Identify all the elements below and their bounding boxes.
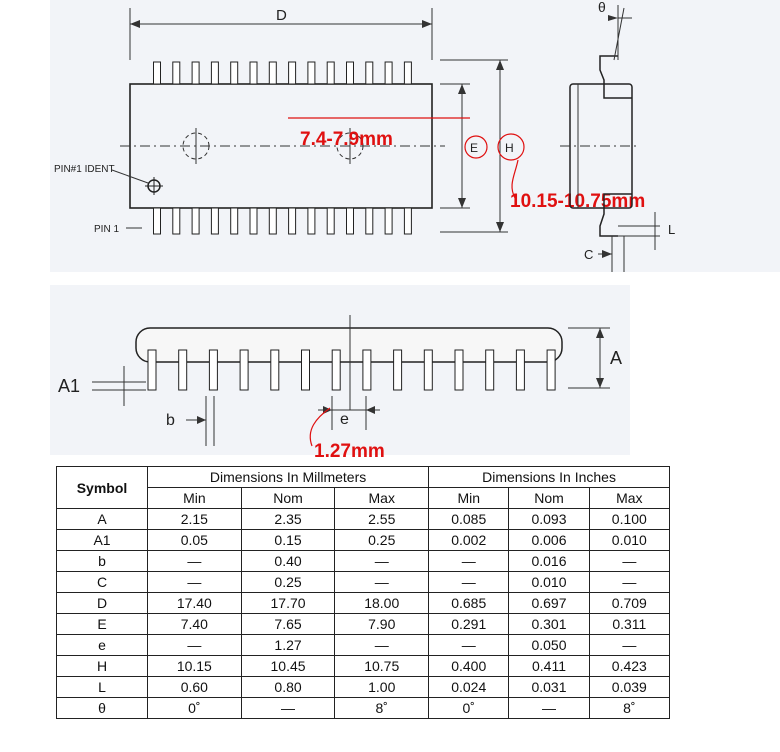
value-cell: 0˚	[429, 698, 509, 719]
value-cell: —	[429, 635, 509, 656]
bottom-row-pin	[385, 208, 392, 234]
value-cell: —	[148, 635, 242, 656]
symbol-cell: b	[57, 551, 148, 572]
top-row-pin	[250, 62, 257, 84]
value-cell: 0.423	[589, 656, 669, 677]
value-cell: 0.80	[241, 677, 335, 698]
value-cell: 0.400	[429, 656, 509, 677]
value-cell: 0.40	[241, 551, 335, 572]
value-cell: 10.75	[335, 656, 429, 677]
table-row	[57, 530, 670, 551]
side-pin	[179, 350, 187, 390]
value-cell: —	[335, 551, 429, 572]
bottom-row-pin	[308, 208, 315, 234]
subheader-cell: Nom	[241, 488, 335, 509]
value-cell: 0.093	[509, 509, 589, 530]
value-cell: —	[148, 551, 242, 572]
value-cell: 0.085	[429, 509, 509, 530]
value-cell: 0.050	[509, 635, 589, 656]
table-row	[57, 593, 670, 614]
bottom-row-pin	[327, 208, 334, 234]
value-cell: —	[589, 551, 669, 572]
subheader-cell: Max	[335, 488, 429, 509]
bottom-row-pin	[231, 208, 238, 234]
top-row-pin	[211, 62, 218, 84]
bottom-row-pin	[347, 208, 354, 234]
symbol-cell: C	[57, 572, 148, 593]
label-E: E	[470, 141, 479, 155]
table-row	[57, 698, 670, 719]
value-cell: 0.024	[429, 677, 509, 698]
value-cell: —	[429, 551, 509, 572]
side-pin	[332, 350, 340, 390]
label-A1: A1	[58, 376, 81, 396]
label-L: L	[668, 222, 676, 237]
value-cell: 0.60	[148, 677, 242, 698]
table-row	[57, 572, 670, 593]
value-cell: 0.05	[148, 530, 242, 551]
value-cell: 0.709	[589, 593, 669, 614]
value-cell: 0.311	[589, 614, 669, 635]
table-row	[57, 614, 670, 635]
value-cell: 0.010	[509, 572, 589, 593]
value-cell: 2.55	[335, 509, 429, 530]
symbol-cell: θ	[57, 698, 148, 719]
label-D: D	[276, 7, 287, 24]
annot-e: 1.27mm	[314, 441, 385, 462]
side-pin	[209, 350, 217, 390]
value-cell: 0.039	[589, 677, 669, 698]
value-cell: —	[589, 635, 669, 656]
header-mm: Dimensions In Millmeters	[148, 467, 429, 488]
value-cell: 18.00	[335, 593, 429, 614]
symbol-cell: e	[57, 635, 148, 656]
label-pin1: PIN 1	[94, 224, 120, 235]
top-row-pin	[192, 62, 199, 84]
value-cell: 0.031	[509, 677, 589, 698]
side-pin	[271, 350, 279, 390]
value-cell: 10.15	[148, 656, 242, 677]
subheader-cell: Max	[589, 488, 669, 509]
value-cell: 10.45	[241, 656, 335, 677]
bottom-row-pin	[173, 208, 180, 234]
top-row-pin	[269, 62, 276, 84]
value-cell: 0.291	[429, 614, 509, 635]
bottom-row-pin	[289, 208, 296, 234]
side-pin	[547, 350, 555, 390]
side-pin	[302, 350, 310, 390]
value-cell: —	[429, 572, 509, 593]
side-pin	[516, 350, 524, 390]
table-row	[57, 677, 670, 698]
top-row-pin	[173, 62, 180, 84]
value-cell: 0.697	[509, 593, 589, 614]
value-cell: 7.40	[148, 614, 242, 635]
top-row-pin	[154, 62, 161, 84]
value-cell: 0.100	[589, 509, 669, 530]
table-row	[57, 635, 670, 656]
value-cell: 0.25	[335, 530, 429, 551]
bottom-row-pin	[269, 208, 276, 234]
top-row-pin	[231, 62, 238, 84]
label-pin1-ident: PIN#1 IDENT	[54, 164, 115, 175]
top-row-pin	[347, 62, 354, 84]
top-row-pin	[327, 62, 334, 84]
top-row-pin	[366, 62, 373, 84]
symbol-cell: L	[57, 677, 148, 698]
value-cell: 0.685	[429, 593, 509, 614]
annot-H-range: 10.15-10.75mm	[510, 191, 646, 212]
subheader-cell: Min	[148, 488, 242, 509]
package-body-side	[136, 328, 562, 362]
value-cell: 8˚	[589, 698, 669, 719]
value-cell: —	[335, 572, 429, 593]
subheader-cell: Nom	[509, 488, 589, 509]
symbol-cell: A1	[57, 530, 148, 551]
value-cell: 17.70	[241, 593, 335, 614]
side-pin	[363, 350, 371, 390]
value-cell: 0.016	[509, 551, 589, 572]
bottom-row-pin	[250, 208, 257, 234]
dimensions-table	[56, 466, 670, 719]
top-row-pin	[385, 62, 392, 84]
symbol-cell: H	[57, 656, 148, 677]
value-cell: 1.00	[335, 677, 429, 698]
value-cell: 0˚	[148, 698, 242, 719]
value-cell: 17.40	[148, 593, 242, 614]
top-row-pin	[289, 62, 296, 84]
value-cell: —	[335, 635, 429, 656]
value-cell: —	[589, 572, 669, 593]
symbol-cell: A	[57, 509, 148, 530]
label-b: b	[166, 412, 175, 429]
bottom-row-pin	[154, 208, 161, 234]
table-row	[57, 551, 670, 572]
side-pin	[424, 350, 432, 390]
value-cell: 0.006	[509, 530, 589, 551]
label-H: H	[505, 141, 514, 155]
bottom-row-pin	[211, 208, 218, 234]
table-row	[57, 509, 670, 530]
subheader-cell: Min	[429, 488, 509, 509]
value-cell: 0.010	[589, 530, 669, 551]
bottom-row-pin	[366, 208, 373, 234]
label-A: A	[610, 348, 623, 368]
top-row-pin	[308, 62, 315, 84]
side-pin	[394, 350, 402, 390]
top-row-pin	[404, 62, 411, 84]
value-cell: 2.35	[241, 509, 335, 530]
annot-E-range: 7.4-7.9mm	[300, 129, 393, 150]
bottom-row-pin	[404, 208, 411, 234]
value-cell: —	[509, 698, 589, 719]
table-row	[57, 656, 670, 677]
value-cell: —	[241, 698, 335, 719]
side-pin	[455, 350, 463, 390]
label-e: e	[340, 411, 349, 428]
value-cell: 1.27	[241, 635, 335, 656]
value-cell: 0.002	[429, 530, 509, 551]
value-cell: 7.90	[335, 614, 429, 635]
side-pin	[486, 350, 494, 390]
bottom-row-pin	[192, 208, 199, 234]
value-cell: —	[148, 572, 242, 593]
label-theta: θ	[598, 0, 606, 15]
side-pin	[240, 350, 248, 390]
value-cell: 0.15	[241, 530, 335, 551]
header-inches: Dimensions In Inches	[429, 467, 670, 488]
table-subheader-row	[57, 488, 670, 509]
value-cell: 0.301	[509, 614, 589, 635]
symbol-cell: D	[57, 593, 148, 614]
side-pin	[148, 350, 156, 390]
symbol-cell: E	[57, 614, 148, 635]
value-cell: 8˚	[335, 698, 429, 719]
header-symbol: Symbol	[57, 467, 148, 509]
value-cell: 0.411	[509, 656, 589, 677]
label-C: C	[584, 247, 594, 262]
value-cell: 7.65	[241, 614, 335, 635]
value-cell: 2.15	[148, 509, 242, 530]
value-cell: 0.25	[241, 572, 335, 593]
table-header-row	[57, 467, 670, 488]
